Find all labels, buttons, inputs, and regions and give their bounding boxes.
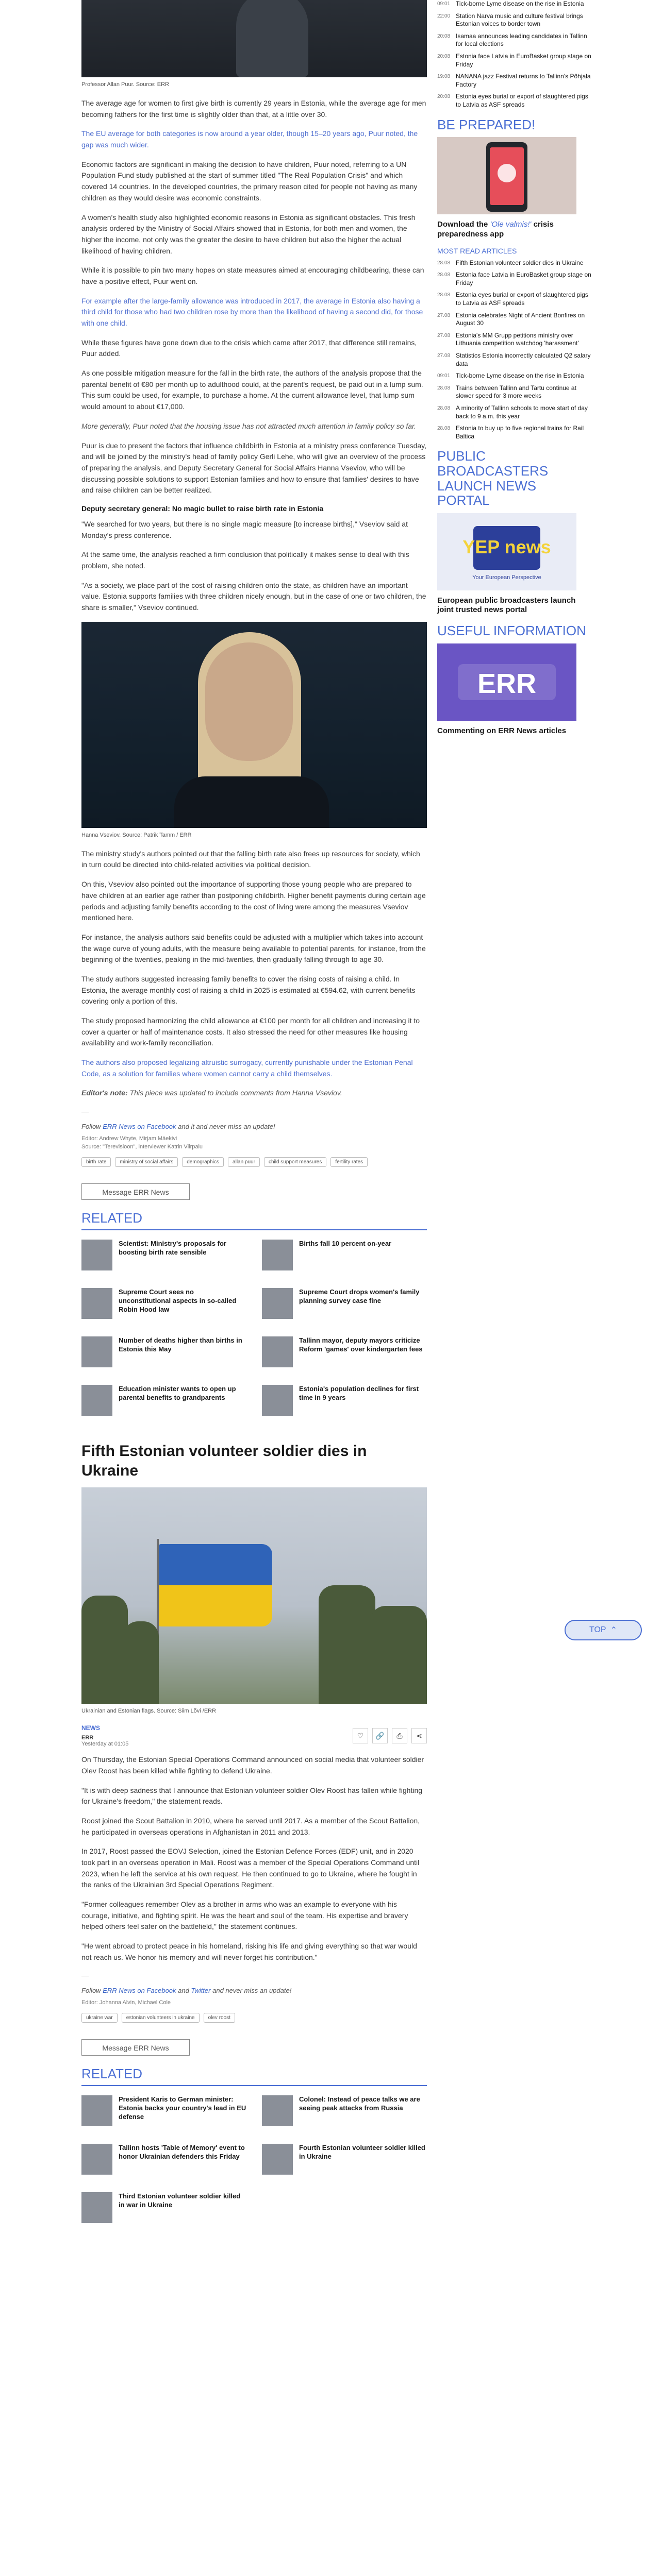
paragraph: "As a society, we place part of the cost of raising children onto the state, as children have an important value. Estonia supports families with three children nicely enough, but in the case of one or two children, the share is smaller," Vseviov continued. [81, 581, 426, 612]
be-prepared-promo-image[interactable] [437, 137, 576, 214]
related-heading-2: RELATED [81, 2066, 427, 2086]
paragraph: On Thursday, the Estonian Special Operations Command announced on social media that volunteer soldier Olev Roost has been killed while fighting to defend Ukraine. [81, 1755, 424, 1775]
feed-time: 19:08 [437, 74, 451, 80]
feed-time: 28.08 [437, 385, 451, 391]
related-title[interactable]: Scientist: Ministry's proposals for boosting birth rate sensible [119, 1240, 226, 1257]
top-label: TOP [589, 1625, 606, 1634]
feed-title[interactable]: A minority of Tallinn schools to move start of day back to 9 a.m. this year [456, 404, 588, 420]
related-thumbnail[interactable] [81, 1288, 112, 1319]
editors-note-label: Editor's note: [81, 1089, 128, 1097]
related-title[interactable]: Births fall 10 percent on-year [299, 1240, 392, 1248]
follow-prefix: Follow [81, 1123, 103, 1131]
flag-yellow-stripe [159, 1585, 272, 1626]
feed-item[interactable] [437, 404, 592, 420]
related-thumbnail[interactable] [262, 2144, 293, 2175]
related-thumbnail[interactable] [262, 1385, 293, 1416]
feed-title[interactable]: Estonia to buy up to five regional trains for Rail Baltica [456, 425, 584, 440]
feed-item[interactable] [437, 291, 592, 307]
paragraph: For example after the large-family allowance was introduced in 2017, the average in Estonia also having a third child for those who had two children rose by more than the likelihood of having a second did, for those with one child. [81, 296, 423, 327]
paragraph: Puur is due to present the factors that influence childbirth in Estonia at a ministry press conference Tuesday, and will be joined by the ministry's head of family policy Gerli Lehe, who will give an overview of the process of preparing the analysis, and Deputy Secretary General for Social Affairs Hanna Vseviov, who will be discussing possible solutions to support Estonian families and how to ensure that families' desires to have and raise children can be better realized. [81, 441, 426, 495]
tree [81, 1596, 128, 1704]
feed-title[interactable]: Station Narva music and culture festival brings Estonian voices to border town [456, 12, 583, 28]
related-title[interactable]: Tallinn mayor, deputy mayors criticize Reform 'games' over kindergarten fees [299, 1336, 423, 1353]
follow-suffix: and it and never miss an update! [176, 1123, 275, 1131]
hero-photo [81, 0, 427, 77]
feed-title[interactable]: Estonia's MM Grupp petitions ministry over Lithuania competition watchdog 'harassment' [456, 331, 579, 347]
photo-face [205, 642, 293, 761]
feed-time: 28.08 [437, 292, 451, 298]
feed-time: 27.08 [437, 312, 451, 318]
feed-title[interactable]: NANANA jazz Festival returns to Tallinn's Põhjala Factory [456, 73, 591, 88]
feed-item[interactable] [437, 372, 592, 380]
feed-time: 27.08 [437, 352, 451, 359]
tag-chip[interactable]: demographics [182, 1157, 224, 1167]
feed-title[interactable]: Tick-borne Lyme disease on the rise in Estonia [456, 372, 584, 380]
follow-line [81, 1123, 427, 1130]
related-thumbnail[interactable] [262, 1288, 293, 1319]
tag-chip[interactable]: birth rate [81, 1157, 111, 1167]
related-item[interactable] [81, 1385, 246, 1426]
be-prepared-heading: BE PREPARED! [437, 116, 536, 132]
article2-source: ERR [81, 1735, 94, 1741]
feed-time: 28.08 [437, 426, 451, 432]
paragraph: For instance, the analysis authors said benefits could be adjusted with a multiplier which takes into account the wage curve of young adults, with the measure being available to potential parents, for instance, from the beginning of the twenties, peaking in the mid-twenties, then gradually falling through to age 30. [81, 933, 426, 964]
feed-title[interactable]: Trains between Tallinn and Tartu continue at slower speed for 3 more weeks [456, 384, 576, 400]
feed-item[interactable] [437, 271, 592, 287]
article2-editors: Editor: Johanna Alvin, Michael Cole [81, 1999, 171, 2006]
feed-item[interactable] [437, 384, 592, 400]
paragraph: "We searched for two years, but there is no single magic measure [to increase births]," Vseviov said at Monday's press conference. [81, 519, 408, 539]
feed-item[interactable] [437, 352, 592, 368]
yep-logo-sub: Your European Perspective [472, 574, 541, 581]
article2-photo-caption: Ukrainian and Estonian flags. Source: Siim Lõvi /ERR [81, 1708, 217, 1715]
feed-title[interactable]: Estonia celebrates Night of Ancient Bonfires on August 30 [456, 311, 585, 327]
feed-time: 20:08 [437, 94, 451, 100]
follow-line-2 [81, 1987, 427, 1994]
related-item[interactable] [262, 2095, 427, 2137]
feed-item[interactable] [437, 12, 592, 28]
related-thumbnail[interactable] [81, 1336, 112, 1367]
tag-chip[interactable]: child support measures [264, 1157, 326, 1167]
related-thumbnail[interactable] [81, 1385, 112, 1416]
related-item[interactable] [81, 1240, 246, 1281]
feed-title[interactable]: Estonia eyes burial or export of slaughtered pigs to Latvia as ASF spreads [456, 93, 588, 108]
related-item[interactable] [262, 1336, 427, 1378]
share-icon[interactable]: ⋖ [411, 1728, 427, 1743]
feed-item[interactable] [437, 0, 592, 8]
divider-dashes: — [81, 1971, 90, 1980]
tag-chip[interactable]: estonian volunteers in ukraine [122, 2013, 200, 2023]
paragraph: In 2017, Roost passed the EOVJ Selection, joined the Estonian Defence Forces (EDF) unit, and in 2020 took part in an overseas operation in Mali. Roost was a member of the Special Operations Command until 2023, when he left the service at his own request. He then continued to go to Ukraine, where he fought in the ranks of the Ukrainian 3rd Special Operations Regiment. [81, 1847, 420, 1889]
flag-blue-stripe [159, 1544, 272, 1585]
paragraph: "He went abroad to protect peace in his homeland, risking his life and giving everything so that war would not reach us. We honor his memory and will never forget his contribution." [81, 1942, 417, 1961]
feed-title[interactable]: Statistics Estonia incorrectly calculated Q2 salary data [456, 351, 591, 367]
chevron-up-icon: ⌃ [610, 1626, 617, 1635]
feed-item[interactable] [437, 425, 592, 440]
article1-source: Source: "Terevisioon", interviewer Katrin Viirpalu [81, 1144, 203, 1150]
tag-chip[interactable]: ukraine war [81, 2013, 118, 2023]
paragraph: While it is possible to pin two many hopes on state measures aimed at encouraging childbearing, these can have a positive effect, Puur went on. [81, 266, 424, 285]
paragraph: On this, Vseviov also pointed out the importance of supporting those young people who are prepared to have children at an earlier age rather than postponing childbirth. Higher benefit payments during certain age periods and adjusting family benefits according to the cost of living were among the measures Vseviov mentioned here. [81, 880, 426, 922]
follow-mid: and [176, 1987, 191, 1995]
print-icon[interactable]: ⎙ [392, 1728, 407, 1743]
follow-suffix: and never miss an update! [210, 1987, 292, 1995]
related-title[interactable]: Supreme Court sees no unconstitutional aspects in so-called Robin Hood law [119, 1288, 237, 1313]
news-label[interactable]: NEWS [81, 1724, 100, 1732]
article2-time: Yesterday at 01:05 [81, 1741, 129, 1748]
hero-caption: Professor Allan Puur. Source: ERR [81, 81, 169, 88]
related-title[interactable]: Tallinn hosts 'Table of Memory' event to honor Ukrainian defenders this Friday [119, 2144, 245, 2161]
portal-heading: PUBLIC BROADCASTERS LAUNCH NEWS PORTAL [437, 448, 549, 509]
related-title[interactable]: Estonia's population declines for first time in 9 years [299, 1385, 419, 1402]
facebook-link[interactable]: ERR News on Facebook [103, 1123, 176, 1131]
related-item[interactable] [262, 1288, 427, 1329]
share-actions [353, 1728, 427, 1743]
feed-title[interactable]: Tick-borne Lyme disease on the rise in Estonia [456, 0, 584, 7]
related-title[interactable]: Number of deaths higher than births in Estonia this May [119, 1336, 242, 1353]
portrait-silhouette [236, 0, 308, 77]
paragraph: Economic factors are significant in making the decision to have children, Puur noted, referring to a UN Population Fund study published at the start of summer titled "The Real Population Crisis" and which covered 14 countries. In the developed countries, the primary reason cited for people not having as many children as they would desire was economic constraints. [81, 160, 418, 202]
follow-prefix: Follow [81, 1987, 103, 1995]
feed-title[interactable]: Estonia face Latvia in EuroBasket group stage on Friday [456, 52, 591, 68]
yep-logo-text: YEP news [462, 536, 551, 557]
feed-item[interactable] [437, 312, 592, 328]
tree [319, 1585, 375, 1704]
related-grid-2 [81, 2095, 427, 2233]
related-thumbnail[interactable] [262, 2095, 293, 2126]
related-thumbnail[interactable] [262, 1336, 293, 1367]
feed-time: 22:00 [437, 13, 451, 19]
paragraph: A women's health study also highlighted economic reasons in Estonia as significant obstacles. This fresh analysis ordered by the Ministry of Social Affairs showed that in Estonia, for both men and women, the higher the income, not only was the greater the desire to have children but also the higher the actual likelihood of having children. [81, 213, 416, 255]
editors-note [81, 1088, 427, 1099]
article1-body-2 [81, 519, 427, 614]
yep-news-logo-image[interactable] [437, 513, 576, 590]
related-thumbnail[interactable] [81, 1240, 112, 1270]
related-title[interactable]: Fourth Estonian volunteer soldier killed in Ukraine [299, 2144, 425, 2161]
feed-time: 27.08 [437, 332, 451, 338]
err-logo-image[interactable] [437, 643, 576, 721]
article2-meta [81, 1724, 128, 1747]
feed-title[interactable]: Estonia eyes burial or export of slaughtered pigs to Latvia as ASF spreads [456, 291, 588, 307]
feed-time: 28.08 [437, 260, 451, 266]
latest-news-feed [437, 0, 592, 109]
message-err-news-button-2[interactable]: Message ERR News [81, 2039, 190, 2056]
paragraph: "Former colleagues remember Olev as a brother in arms who was an example to everyone with his courage, initiative, and fighting spirit. He was the heart and soul of the team. His expertise and bravery helped others feel safer on the battlefield," the statement continues. [81, 1900, 408, 1931]
divider-dashes: — [81, 1107, 90, 1116]
feed-item[interactable] [437, 73, 592, 89]
article2-title: Fifth Estonian volunteer soldier dies in Ukraine [81, 1443, 367, 1479]
feed-item[interactable] [437, 259, 592, 267]
article1-body-3 [81, 849, 427, 1080]
right-sidebar [437, 0, 592, 738]
feed-title[interactable]: Fifth Estonian volunteer soldier dies in Ukraine [456, 259, 584, 266]
related-heading: RELATED [81, 1210, 427, 1230]
paragraph: While these figures have gone down due to the crisis which came after 2017, that difference still remains, Puur added. [81, 338, 417, 358]
ukraine-flag [159, 1544, 272, 1626]
related-title[interactable]: Colonel: Instead of peace talks we are seeing peak attacks from Russia [299, 2095, 420, 2112]
feed-title[interactable]: Isamaa announces leading candidates in Tallinn for local elections [456, 32, 587, 48]
tag-chip[interactable]: fertility rates [330, 1157, 368, 1167]
feed-item[interactable] [437, 332, 592, 348]
related-item[interactable] [81, 1336, 246, 1378]
paragraph: More generally, Puur noted that the housing issue has not attracted much attention in family policy so far. [81, 421, 417, 430]
most-read-list [437, 259, 592, 441]
article2-meta-row [81, 1724, 427, 1747]
related-item[interactable] [262, 2144, 427, 2185]
tag-chip[interactable]: allan puur [228, 1157, 260, 1167]
paragraph: At the same time, the analysis reached a firm conclusion that politically it makes sense to deal with this problem, she noted. [81, 550, 409, 570]
related-item[interactable] [262, 1385, 427, 1426]
related-item[interactable] [81, 2144, 246, 2185]
prepared-caption-prefix: Download the [437, 220, 490, 229]
paragraph: The study authors suggested increasing family benefits to cover the rising costs of raising a child. In Estonia, the average monthly cost of raising a child in 2025 is estimated at €594.62, with current benefits covering only a portion of this. [81, 974, 416, 1006]
editors-note-text: This piece was updated to include comments from Hanna Vseviov. [129, 1089, 342, 1097]
related-item[interactable] [81, 2192, 246, 2233]
paragraph: "It is with deep sadness that I announce that Estonian volunteer soldier Olev Roost has fallen while fighting for Ukraine's freedom," the statement reads. [81, 1786, 423, 1806]
feed-time: 09:01 [437, 1, 451, 7]
article2-tags [81, 2013, 427, 2023]
feed-time: 09:01 [437, 373, 451, 379]
feed-time: 20:08 [437, 33, 451, 39]
related-title[interactable]: Third Estonian volunteer soldier killed in war in Ukraine [119, 2192, 241, 2209]
paragraph: The EU average for both categories is now around a year older, though 15–20 years ago, Puur noted, the gap was much wider. [81, 129, 418, 149]
tree [370, 1606, 427, 1704]
article1-body [81, 98, 427, 496]
feed-time: 20:08 [437, 53, 451, 59]
paragraph: The authors also proposed legalizing altruistic surrogacy, currently punishable under the Estonian Penal Code, as a solution for families where women cannot carry a child themselves. [81, 1058, 413, 1078]
article1-subhead: Deputy secretary general: No magic bullet to raise birth rate in Estonia [81, 504, 324, 513]
useful-caption[interactable]: Commenting on ERR News articles [437, 726, 567, 735]
useful-heading: USEFUL INFORMATION [437, 623, 586, 639]
prepared-caption-app: 'Ole valmis!' [490, 220, 532, 229]
photo2-caption: Hanna Vseviov. Source: Patrik Tamm / ERR [81, 832, 192, 838]
be-prepared-caption[interactable] [437, 220, 592, 240]
paragraph: The study proposed harmonizing the child allowance at €100 per month for all children and increasing it to cover a quarter or half of maintenance costs. It also stressed the need for other measures like housing availability and work-family reconciliation. [81, 1016, 420, 1047]
related-title[interactable]: Supreme Court drops women's family planning survey case fine [299, 1288, 420, 1305]
tree [123, 1621, 159, 1704]
related-thumbnail[interactable] [81, 2192, 112, 2223]
twitter-link[interactable]: Twitter [191, 1987, 211, 1995]
feed-item[interactable] [437, 53, 592, 69]
paragraph: As one possible mitigation measure for the fall in the birth rate, the authors of the analysis propose that the parental benefit of €80 per month up to adulthood could, at the parent's request, be paid out in a lump sum. This sum could be used, for example, to purchase a home. At the current allowance level, that lump sum would amount to about €17,000. [81, 369, 423, 411]
portal-caption[interactable]: European public broadcasters launch joint trusted news portal [437, 596, 576, 615]
feed-time: 28.08 [437, 272, 451, 278]
flags-photo [81, 1487, 427, 1704]
paragraph: The average age for women to first give birth is currently 29 years in Estonia, while the average age for men becoming fathers for the first time is slightly older than that, at a little over 30. [81, 99, 426, 118]
err-logo-text: ERR [477, 668, 537, 699]
related-thumbnail[interactable] [81, 2095, 112, 2126]
prepared-caption-suffix: crisis preparedness app [437, 220, 554, 239]
link-icon[interactable]: 🔗 [372, 1728, 388, 1743]
related-title[interactable]: President Karis to German minister: Estonia backs your country's lead in EU defense [119, 2095, 246, 2121]
photo-body [174, 776, 329, 828]
facebook-link[interactable]: ERR News on Facebook [103, 1987, 176, 1995]
hanna-vseviov-photo [81, 622, 427, 828]
feed-time: 28.08 [437, 405, 451, 411]
related-item[interactable] [81, 2095, 246, 2137]
tag-chip[interactable]: ministry of social affairs [115, 1157, 178, 1167]
most-read-heading: MOST READ ARTICLES [437, 246, 517, 255]
back-to-top-button[interactable] [565, 1620, 642, 1640]
related-thumbnail[interactable] [262, 1240, 293, 1270]
related-grid [81, 1240, 427, 1426]
related-thumbnail[interactable] [81, 2144, 112, 2175]
article2-body [81, 1754, 427, 1963]
related-item[interactable] [81, 1288, 246, 1329]
related-item[interactable] [262, 1240, 427, 1281]
paragraph: The ministry study's authors pointed out that the falling birth rate also frees up resources for society, which in turn could be directed into child-related activities via political decision. [81, 849, 420, 869]
article1-editors: Editor: Andrew Whyte, Mirjam Mäekivi [81, 1136, 177, 1142]
feed-item[interactable] [437, 93, 592, 109]
message-err-news-button[interactable]: Message ERR News [81, 1183, 190, 1200]
tag-chip[interactable]: olev roost [204, 2013, 235, 2023]
related-title[interactable]: Education minister wants to open up parental benefits to grandparents [119, 1385, 236, 1402]
paragraph: Roost joined the Scout Battalion in 2010, where he served until 2017. As a member of the Scout Battalion, he participated in overseas operations in Afghanistan in 2011 and 2013. [81, 1816, 420, 1836]
main-column [81, 0, 427, 2233]
article1-tags [81, 1157, 427, 1167]
feed-item[interactable] [437, 32, 592, 48]
heart-icon[interactable]: ♡ [353, 1728, 368, 1743]
feed-title[interactable]: Estonia face Latvia in EuroBasket group stage on Friday [456, 271, 591, 286]
